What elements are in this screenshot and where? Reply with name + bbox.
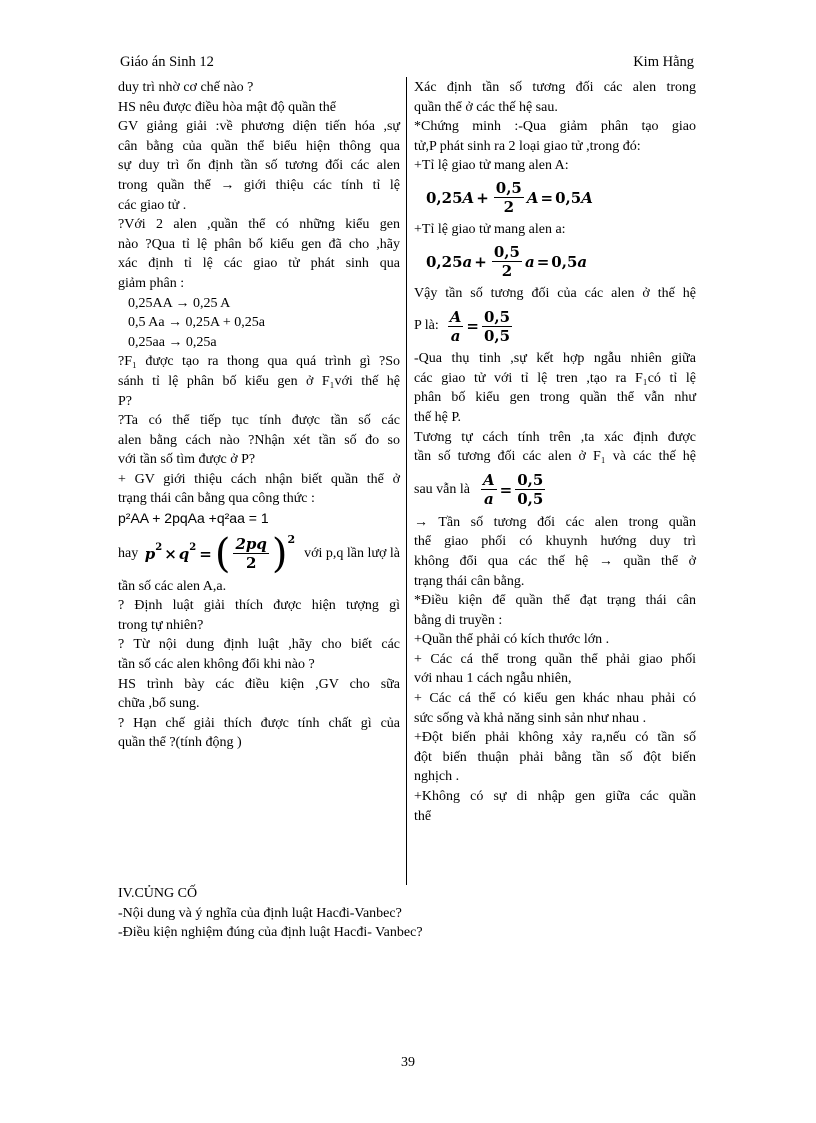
equation-p2q2 [118, 531, 400, 577]
review-question: -Nội dung và ý nghĩa của định luật Hacđi-Vanbec? [118, 905, 402, 921]
math-plus: + [474, 252, 487, 271]
text-line: ?Với 2 alen ,quần thể có những kiểu gen [118, 217, 400, 233]
text-line: + GV giới thiệu cách nhận biết quần thể ở [118, 471, 400, 487]
text-line: +Đột biến phải không xảy ra,nếu có tần số [414, 730, 696, 746]
math-equals: = [466, 317, 479, 336]
text-line: xác định tỉ lệ các giao tử phát sinh qua [118, 256, 400, 272]
text-line: nào ?Qua tỉ lệ phân bố kiểu gen đã cho ,hãy [118, 236, 400, 252]
fraction-denominator: 2 [501, 262, 513, 281]
text-line: ? Từ nội dung định luật ,hãy cho biết các [118, 637, 400, 653]
math-p: p [144, 544, 156, 563]
fraction-2pq [233, 535, 268, 572]
fraction [448, 308, 464, 345]
math-exp: 2 [287, 532, 296, 546]
math-exp: 2 [155, 542, 163, 554]
text-line: Xác định tần số tương đối các alen trong [414, 80, 696, 95]
text-line: không đổi qua các thế hệ → quần thể ở [414, 553, 696, 569]
text-line: ? Hạn chế giải thích được tính chất gì của [118, 715, 400, 731]
text-line: sự duy trì ổn định tần số tương đối các alen [118, 158, 400, 174]
text-line: alen bằng cách nào ?Nhận xét tần số đo so [118, 432, 400, 448]
math-equals: = [499, 480, 513, 499]
text-line: ?F₁ được tạo ra thong qua quá trình gì ?So [118, 354, 400, 370]
text-line: -Qua thụ tinh ,sự kết hợp ngẫu nhiên giữa [414, 351, 696, 367]
text-line: các giao tử . [118, 197, 187, 213]
math-var: a [524, 252, 535, 271]
math-exp: 2 [189, 542, 197, 554]
text-line: HS nêu được điều hòa mật độ quần thể [118, 99, 336, 115]
text-line: *Điều kiện để quần thể đạt trạng thái cân [414, 593, 696, 609]
section-title: IV.CỦNG CỐ [118, 886, 198, 901]
fraction-numerator: 0,5 [495, 179, 522, 198]
math-q: q [178, 544, 190, 563]
fraction-denominator: 2 [503, 198, 515, 217]
text-line: Tương tự cách tính trên ,ta xác định được [414, 429, 696, 445]
equation-ratio-later [414, 467, 696, 513]
text-line: HS trình bày các điều kiện ,GV cho sữa [118, 676, 400, 692]
hay-label: hay [118, 545, 139, 561]
text-line: thế hệ P. [414, 409, 462, 425]
text-line: các giao tử với tỉ lệ tren ,tạo ra F₁có tỉ lệ [414, 370, 696, 386]
text-line: với tần số tìm được ở P? [118, 452, 256, 468]
text-line: duy trì nhờ cơ chế nào ? [118, 80, 254, 95]
math-var: a [577, 252, 588, 271]
text-line: → Tần số tương đối các alen trong quần [414, 514, 696, 530]
fraction-numerator: 0,5 [517, 471, 544, 490]
text-line: ?Ta có thể tiếp tục tính được tần số các [118, 413, 400, 429]
math-result: 0,5 [555, 188, 582, 207]
text-line: bằng di truyền : [414, 612, 503, 628]
math-plus: + [476, 188, 489, 207]
text-line: GV giảng giải :về phương diện tiến hóa ,sự [118, 119, 400, 135]
fraction [481, 471, 497, 508]
text-line: Vậy tần số tương đối của các alen ở thế hệ [414, 285, 696, 301]
hardy-weinberg-formula: p²AA + 2pqAa +q²aa = 1 [118, 510, 269, 527]
text-line: tử,P phát sinh ra 2 loại giao tử ,trong đó: [414, 138, 641, 154]
gamete-line: 0,5 Aa → 0,25A + 0,25a [128, 315, 265, 331]
math-times: × [164, 544, 177, 563]
fraction-numerator: 0,5 [483, 307, 511, 326]
text-inline: sau vẫn là [414, 481, 470, 497]
text-line: trạng thái cân bằng. [414, 573, 525, 589]
equation-allele-A [414, 176, 696, 220]
text-line: *Chứng minh :-Qua giảm phân tạo giao [414, 119, 696, 135]
text-line: trong quần thể → giới thiệu các tính tỉ lệ [118, 177, 400, 193]
formula-note: với p,q lần lượ là [304, 545, 400, 561]
text-line: tần số các alen không đổi khi nào ? [118, 657, 315, 673]
fraction [492, 243, 522, 280]
paren-open: ( [214, 530, 231, 577]
text-line: + Các cá thể có kiểu gen khác nhau phải có [414, 691, 696, 707]
math-var: A [581, 188, 593, 207]
math-var: A [462, 188, 475, 207]
text-line: trạng thái cân bằng qua công thức : [118, 491, 315, 507]
fraction [515, 471, 545, 508]
text-line: nghịch . [414, 769, 460, 785]
text-line: + Các cá thể trong quần thể phải giao phối [414, 651, 696, 667]
text-line: thể [414, 808, 432, 824]
text-line: giảm phân : [118, 275, 185, 291]
text-line: ? Định luật giải thích được hiện tượng gì [118, 598, 400, 614]
text-line: tần số tương đối các alen ở F₁ và các thế hệ [414, 449, 696, 465]
text-line: sánh tỉ lệ phân bố kiểu gen ở F₁với thế hệ [118, 373, 400, 389]
column-divider [406, 77, 407, 885]
math-equals: = [199, 544, 212, 563]
fraction-denominator: 0,5 [517, 490, 544, 509]
text-line: thể giao phối có khuynh hướng duy trì [414, 534, 696, 550]
right-column [414, 78, 696, 826]
text-line: +Không có sự di nhập gen giữa các quần [414, 789, 696, 805]
text-line: cân bằng của quần thể biểu hiện thông qua [118, 138, 400, 154]
text-line: +Tỉ lệ giao tử mang alen a: [414, 221, 566, 237]
gamete-line: 0,25AA → 0,25 A [128, 295, 231, 311]
text-line: chữa ,bổ sung. [118, 696, 200, 712]
fraction [494, 179, 524, 216]
math-coef: 0,25 [426, 188, 463, 207]
fraction-denominator: a [483, 490, 494, 509]
math-var: A [526, 188, 539, 207]
text-line: quần thể ở các thế hệ sau. [414, 99, 558, 115]
equation-allele-a [414, 240, 696, 284]
fraction-denominator: a [450, 326, 461, 345]
text-line: đột biến thuận phải bằng tần số đột biến [414, 749, 696, 765]
fraction-numerator: A [449, 307, 462, 326]
consolidation-section [118, 884, 423, 943]
text-line: sức sống và khả năng sinh sản như nhau . [414, 710, 647, 726]
math-coef: 0,25 [426, 252, 463, 271]
equation-ratio-p [414, 303, 696, 349]
review-question: -Điều kiện nghiệm đúng của định luật Hacđi- Vanbec? [118, 925, 423, 941]
header-right: Kim Hằng [633, 54, 694, 70]
fraction-numerator: 0,5 [493, 243, 520, 262]
math-var: a [462, 252, 473, 271]
fraction-numerator: A [482, 471, 495, 490]
text-line: trong tự nhiên? [118, 617, 204, 633]
text-inline: P là: [414, 318, 439, 334]
math-result: 0,5 [551, 252, 578, 271]
math-equals: = [540, 188, 554, 207]
math-equals: = [536, 252, 550, 271]
text-line: phân bố kiểu gen trong quần thể vẫn như [414, 390, 696, 406]
page-number: 39 [401, 1055, 415, 1070]
fraction [482, 308, 512, 345]
gamete-line: 0,25aa → 0,25a [128, 334, 217, 350]
text-line: quần thể ?(tính động ) [118, 735, 242, 751]
header-left: Giáo án Sinh 12 [120, 54, 214, 70]
paren-close: ) [271, 530, 288, 577]
text-line: tần số các alen A,a. [118, 578, 227, 594]
text-line: với nhau 1 cách ngẫu nhiên, [414, 671, 572, 687]
text-line: +Tỉ lệ giao tử mang alen A: [414, 158, 569, 174]
fraction-denominator: 2 [245, 554, 257, 573]
left-column [118, 78, 400, 753]
fraction-denominator: 0,5 [483, 326, 511, 345]
text-line: P? [118, 393, 132, 409]
text-line: +Quần thể phải có kích thước lớn . [414, 632, 610, 648]
fraction-numerator: 2pq [235, 535, 267, 554]
